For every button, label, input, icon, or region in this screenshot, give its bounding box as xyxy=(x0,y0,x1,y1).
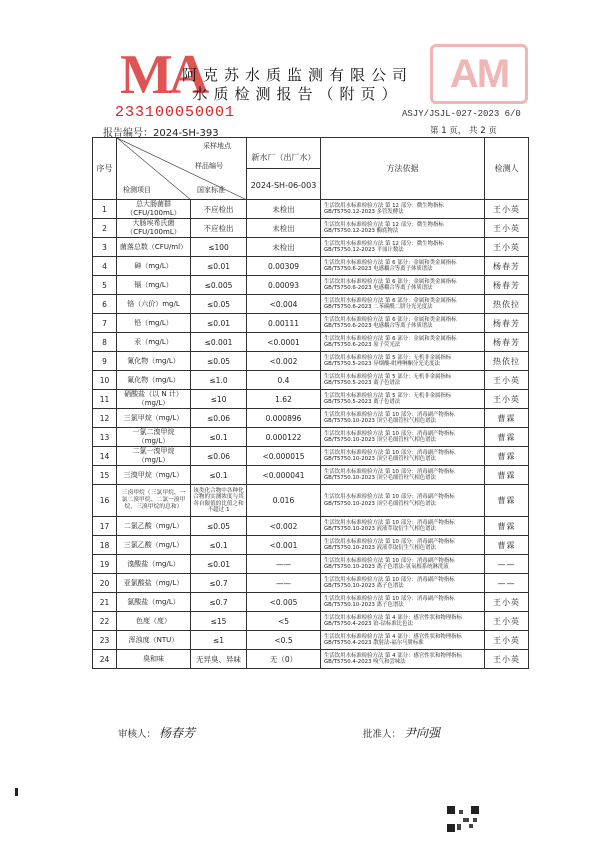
row-method: 生活饮用水标准检验方法 第 4 部分：感官性状和物理指标 GB/T5750.4-2023 散射法-福尔马肼标准 xyxy=(321,631,485,650)
row-inspector: 王小英 xyxy=(485,631,529,650)
row-inspector: 热依拉 xyxy=(485,295,529,314)
row-standard: ≤0.7 xyxy=(191,593,247,612)
company-title: 阿克苏水质监测有限公司 xyxy=(181,66,413,84)
row-result: 0.00309 xyxy=(247,257,321,276)
row-no: 11 xyxy=(93,390,117,409)
row-inspector: 热依拉 xyxy=(485,352,529,371)
table-row xyxy=(93,574,529,593)
row-standard: ≤0.01 xyxy=(191,314,247,333)
row-method: 生活饮用水标准检验方法 第 10 部分：消毒副产物指标 GB/T5750.10-2023 顶空毛细管柱气相色谱法 xyxy=(321,447,485,466)
row-inspector: —— xyxy=(485,574,529,593)
row-method: 生活饮用水标准检验方法 第 5 部分：无机非金属指标 GB/T5750.5-2023 异烟酸-吡唑啉酮分光光度法 xyxy=(321,352,485,371)
row-standard: ≤0.7 xyxy=(191,574,247,593)
table-row xyxy=(93,219,529,238)
row-item: 三氯乙酸（mg/L） xyxy=(117,536,191,555)
row-inspector: 王小英 xyxy=(485,219,529,238)
row-standard: ≤1.0 xyxy=(191,371,247,390)
row-result: —— xyxy=(247,555,321,574)
row-inspector: 曹霖 xyxy=(485,517,529,536)
row-result: <0.002 xyxy=(247,352,321,371)
header-method: 方法依据 xyxy=(321,138,485,200)
row-standard: 该类化合物中各种化合物的实测浓度与其各自限值的比值之和不超过 1 xyxy=(191,485,247,517)
row-no: 23 xyxy=(93,631,117,650)
row-no: 1 xyxy=(93,200,117,219)
row-result: 未检出 xyxy=(247,238,321,257)
header-sample-no: 样品编号 xyxy=(195,162,223,170)
row-result: <0.000041 xyxy=(247,466,321,485)
table-row xyxy=(93,200,529,219)
row-method: 生活饮用水标准检验方法 第 6 部分：金属和类金属指标 GB/T5750.6-2023 原子荧光法 xyxy=(321,333,485,352)
table-row xyxy=(93,485,529,517)
row-no: 7 xyxy=(93,314,117,333)
row-item: 硝酸盐（以 N 计）（mg/L） xyxy=(117,390,191,409)
row-item: 一氯二溴甲烷（mg/L） xyxy=(117,428,191,447)
reviewer-label: 审核人： xyxy=(118,729,157,740)
table-row xyxy=(93,276,529,295)
table-row xyxy=(93,593,529,612)
row-no: 16 xyxy=(93,485,117,517)
table-row xyxy=(93,517,529,536)
row-standard: ≤0.05 xyxy=(191,295,247,314)
row-no: 12 xyxy=(93,409,117,428)
row-method: 生活饮用水标准检验方法 第 5 部分：无机非金属指标 GB/T5750.5-2023 离子色谱法 xyxy=(321,390,485,409)
header-standard: 国家标准 xyxy=(197,186,225,194)
header-diagonal-cell xyxy=(117,138,247,200)
row-result: <0.000015 xyxy=(247,447,321,466)
row-result: 0.00111 xyxy=(247,314,321,333)
row-no: 24 xyxy=(93,650,117,669)
row-method: 生活饮用水标准检验方法 第 12 部分：微生物指标 GB/T5750.12-2023 多管发酵法 xyxy=(321,200,485,219)
row-method: 生活饮用水标准检验方法 第 4 部分：感官性状和物理指标 GB/T5750.4-2023 嗅气和尝味法 xyxy=(321,650,485,669)
row-no: 4 xyxy=(93,257,117,276)
row-result: 0.000896 xyxy=(247,409,321,428)
row-no: 20 xyxy=(93,574,117,593)
row-no: 10 xyxy=(93,371,117,390)
results-table xyxy=(92,137,529,669)
row-standard: ≤0.05 xyxy=(191,352,247,371)
row-standard: ≤10 xyxy=(191,390,247,409)
row-method: 生活饮用水标准检验方法 第 6 部分：金属和类金属指标 GB/T5750.6-2023 二苯碳酰二肼分光光度法 xyxy=(321,295,485,314)
header-no: 序号 xyxy=(93,138,117,200)
approver xyxy=(363,724,440,741)
row-standard: ≤0.06 xyxy=(191,447,247,466)
row-standard: 不应检出 xyxy=(191,200,247,219)
row-item: 二氯一溴甲烷（mg/L） xyxy=(117,447,191,466)
table-row xyxy=(93,650,529,669)
row-standard: ≤100 xyxy=(191,238,247,257)
document-code: ASJY/JSJL-027-2023 6/0 xyxy=(402,109,521,119)
table-row xyxy=(93,631,529,650)
row-result: <0.005 xyxy=(247,593,321,612)
row-no: 17 xyxy=(93,517,117,536)
row-inspector: 曹霖 xyxy=(485,428,529,447)
table-row xyxy=(93,390,529,409)
row-no: 6 xyxy=(93,295,117,314)
header-item: 检测项目 xyxy=(123,186,151,194)
row-item: 镉（mg/L） xyxy=(117,276,191,295)
row-standard: ≤0.06 xyxy=(191,409,247,428)
row-item: 溴酸盐（mg/L） xyxy=(117,555,191,574)
row-inspector: 王小英 xyxy=(485,650,529,669)
header-inspector: 检测人 xyxy=(485,138,529,200)
row-method: 生活饮用水标准检验方法 第 6 部分：金属和类金属指标 GB/T5750.6-2023 电感耦合等离子体质谱法 xyxy=(321,314,485,333)
row-item: 砷（mg/L） xyxy=(117,257,191,276)
row-item: 总大肠菌群（CFU/100mL） xyxy=(117,200,191,219)
table-row xyxy=(93,555,529,574)
row-method: 生活饮用水标准检验方法 第 10 部分：消毒副产物指标 GB/T5750.10-2023 离子色谱法 xyxy=(321,574,485,593)
row-method: 生活饮用水标准检验方法 第 10 部分：消毒副产物指标 GB/T5750.10-2023 液液萃取衍生气相色谱法 xyxy=(321,536,485,555)
row-item: 亚氯酸盐（mg/L） xyxy=(117,574,191,593)
row-result: <0.5 xyxy=(247,631,321,650)
row-standard: ≤0.1 xyxy=(191,428,247,447)
row-result: <0.0001 xyxy=(247,333,321,352)
report-title: 水质检测报告（附页） xyxy=(192,85,403,103)
row-result: 0.00093 xyxy=(247,276,321,295)
row-item: 臭和味 xyxy=(117,650,191,669)
approver-label: 批准人： xyxy=(363,729,402,740)
row-result: 1.62 xyxy=(247,390,321,409)
row-standard: 无异臭、异味 xyxy=(191,650,247,669)
row-item: 汞（mg/L） xyxy=(117,333,191,352)
row-no: 13 xyxy=(93,428,117,447)
header-site-value: 新水厂（出厂水） xyxy=(247,147,320,169)
row-no: 15 xyxy=(93,466,117,485)
row-inspector: 杨春芳 xyxy=(485,257,529,276)
row-result: 0.000122 xyxy=(247,428,321,447)
row-method: 生活饮用水标准检验方法 第 12 部分：微生物指标 GB/T5750.12-2023 酶底物法 xyxy=(321,219,485,238)
header-site-sample xyxy=(247,138,321,200)
row-inspector: 王小英 xyxy=(485,371,529,390)
cnas-seal-right: AM xyxy=(430,44,528,104)
row-method: 生活饮用水标准检验方法 第 10 部分：消毒副产物指标 GB/T5750.10-2023 离子色谱法-氢氧根系统淋洗液 xyxy=(321,555,485,574)
row-no: 19 xyxy=(93,555,117,574)
row-result: <5 xyxy=(247,612,321,631)
row-standard: ≤0.1 xyxy=(191,466,247,485)
row-item: 铬（六价）mg/L xyxy=(117,295,191,314)
row-inspector: 王小英 xyxy=(485,200,529,219)
row-standard: ≤0.01 xyxy=(191,257,247,276)
table-row xyxy=(93,257,529,276)
row-item: 三卤甲烷（三氯甲烷、一氯二溴甲烷、二氯一溴甲烷、三溴甲烷的总和） xyxy=(117,485,191,517)
row-item: 大肠埃希氏菌（CFU/100mL） xyxy=(117,219,191,238)
row-result: <0.001 xyxy=(247,536,321,555)
row-inspector: 王小英 xyxy=(485,390,529,409)
row-inspector: 杨春芳 xyxy=(485,314,529,333)
header-sample-site: 采样地点 xyxy=(203,142,231,150)
row-no: 22 xyxy=(93,612,117,631)
row-item: 氯酸盐（mg/L） xyxy=(117,593,191,612)
row-result: —— xyxy=(247,574,321,593)
row-result: <0.002 xyxy=(247,517,321,536)
approver-signature: 尹向强 xyxy=(404,726,441,740)
row-no: 2 xyxy=(93,219,117,238)
serial-number: 233100050001 xyxy=(115,104,236,121)
qr-code-icon xyxy=(447,806,479,832)
table-row xyxy=(93,466,529,485)
row-standard: ≤0.001 xyxy=(191,333,247,352)
row-method: 生活饮用水标准检验方法 第 6 部分：金属和类金属指标 GB/T5750.6-2023 电感耦合等离子体质谱法 xyxy=(321,257,485,276)
table-row xyxy=(93,295,529,314)
row-no: 21 xyxy=(93,593,117,612)
row-method: 生活饮用水标准检验方法 第 10 部分：消毒副产物指标 GB/T5750.10-2023 顶空毛细管柱气相色谱法 xyxy=(321,485,485,517)
table-row xyxy=(93,238,529,257)
row-item: 氰化物（mg/L） xyxy=(117,352,191,371)
row-method: 生活饮用水标准检验方法 第 10 部分：消毒副产物指标 GB/T5750.10-2023 液液萃取衍生气相色谱法 xyxy=(321,517,485,536)
row-inspector: 杨春芳 xyxy=(485,276,529,295)
row-result: <0.004 xyxy=(247,295,321,314)
row-method: 生活饮用水标准检验方法 第 10 部分：消毒副产物指标 GB/T5750.10-2023 顶空毛细管柱气相色谱法 xyxy=(321,466,485,485)
row-inspector: 曹霖 xyxy=(485,536,529,555)
row-result: 无（0） xyxy=(247,650,321,669)
row-inspector: 曹霖 xyxy=(485,485,529,517)
table-row xyxy=(93,352,529,371)
row-no: 14 xyxy=(93,447,117,466)
table-row xyxy=(93,428,529,447)
margin-mark xyxy=(15,788,18,796)
row-method: 生活饮用水标准检验方法 第 6 部分：金属和类金属指标 GB/T5750.6-2023 电感耦合等离子体质谱法 xyxy=(321,276,485,295)
row-item: 色度（度） xyxy=(117,612,191,631)
row-no: 18 xyxy=(93,536,117,555)
row-result: 0.4 xyxy=(247,371,321,390)
row-inspector: 王小英 xyxy=(485,593,529,612)
row-standard: 不应检出 xyxy=(191,219,247,238)
row-no: 5 xyxy=(93,276,117,295)
row-item: 三溴甲烷（mg/L） xyxy=(117,466,191,485)
row-item: 二氯乙酸（mg/L） xyxy=(117,517,191,536)
header-sample-value: 2024-SH-06-003 xyxy=(250,181,317,190)
row-item: 氟化物（mg/L） xyxy=(117,371,191,390)
cma-seal-left: MA xyxy=(120,44,206,106)
row-standard: ≤0.1 xyxy=(191,536,247,555)
row-inspector: 杨春芳 xyxy=(485,333,529,352)
reviewer xyxy=(118,724,195,741)
table-row xyxy=(93,371,529,390)
row-item: 三氯甲烷（mg/L） xyxy=(117,409,191,428)
row-result: 0.016 xyxy=(247,485,321,517)
row-standard: ≤0.05 xyxy=(191,517,247,536)
row-inspector: 曹霖 xyxy=(485,466,529,485)
row-inspector: —— xyxy=(485,555,529,574)
table-row xyxy=(93,612,529,631)
reviewer-signature: 杨春芳 xyxy=(159,726,196,740)
row-standard: ≤0.005 xyxy=(191,276,247,295)
table-row xyxy=(93,536,529,555)
row-result: 未检出 xyxy=(247,219,321,238)
row-standard: ≤0.01 xyxy=(191,555,247,574)
row-inspector: 王小英 xyxy=(485,612,529,631)
table-row xyxy=(93,447,529,466)
row-method: 生活饮用水标准检验方法 第 5 部分：无机非金属指标 GB/T5750.5-2023 离子色谱法 xyxy=(321,371,485,390)
table-row xyxy=(93,314,529,333)
row-inspector: 曹霖 xyxy=(485,409,529,428)
row-method: 生活饮用水标准检验方法 第 10 部分：消毒副产物指标 GB/T5750.10-2023 顶空毛细管柱气相色谱法 xyxy=(321,428,485,447)
row-method: 生活饮用水标准检验方法 第 4 部分：感官性状和物理指标 GB/T5750.4-2023 铂-钴标准比色法 xyxy=(321,612,485,631)
row-no: 3 xyxy=(93,238,117,257)
row-method: 生活饮用水标准检验方法 第 10 部分：消毒副产物指标 GB/T5750.10-2023 顶空毛细管柱气相色谱法 xyxy=(321,409,485,428)
row-result: 未检出 xyxy=(247,200,321,219)
row-no: 8 xyxy=(93,333,117,352)
report-number: 报告编号：2024-SH-393 xyxy=(103,128,219,139)
table-row xyxy=(93,409,529,428)
row-method: 生活饮用水标准检验方法 第 10 部分：消毒副产物指标 GB/T5750.10-2023 离子色谱法 xyxy=(321,593,485,612)
row-item: 浑浊度（NTU） xyxy=(117,631,191,650)
row-no: 9 xyxy=(93,352,117,371)
table-row xyxy=(93,333,529,352)
table-header-row xyxy=(93,138,529,200)
page-info: 第 1 页， 共 2 页 xyxy=(430,126,497,136)
row-inspector: 曹霖 xyxy=(485,447,529,466)
row-item: 铅（mg/L） xyxy=(117,314,191,333)
row-standard: ≤15 xyxy=(191,612,247,631)
row-inspector: 王小英 xyxy=(485,238,529,257)
row-item: 菌落总数（CFU/ml） xyxy=(117,238,191,257)
row-standard: ≤1 xyxy=(191,631,247,650)
row-method: 生活饮用水标准检验方法 第 12 部分：微生物指标 GB/T5750.12-2023 平皿计数法 xyxy=(321,238,485,257)
